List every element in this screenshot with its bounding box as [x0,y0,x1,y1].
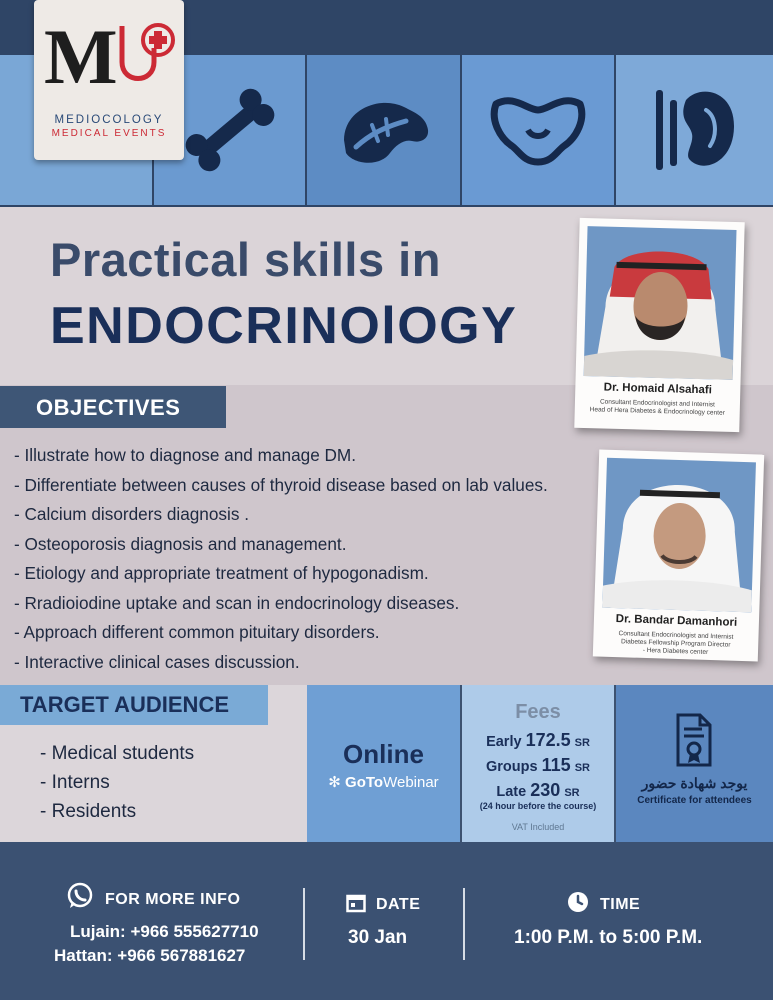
speaker-title-line: Consultant Endocrinologist and Internist [618,630,734,641]
whatsapp-icon [66,882,94,910]
footer-divider [303,888,305,960]
brand-name: MEDIOCOLOGY [54,114,164,126]
calendar-icon [346,893,366,913]
brand-logo [34,0,184,160]
objective-item: - Interactive clinical cases discussion. [14,651,300,672]
logo-mark: M [44,13,114,100]
fees-heading: Fees [515,701,561,723]
objectives-heading [0,386,226,428]
fee-amount: 115 [541,755,571,775]
date-heading: DATE [376,896,421,913]
speaker-photo [602,458,756,613]
fee-row [462,730,614,751]
certificate-box [616,685,773,842]
speaker-title-line: - Hera Diabetes center [642,646,709,656]
speaker-card-2 [593,449,764,661]
pelvis-icon [488,90,588,170]
fee-amount: 172.5 [525,730,571,750]
objective-item: - Osteoporosis diagnosis and management. [14,533,347,554]
objectives-list [14,442,548,678]
snowflake-icon: ✻ [328,774,341,791]
objective-item: - Rradioiodine uptake and scan in endocrinology diseases. [14,592,460,613]
contact-lujain[interactable]: Lujain: +966 555627710 [70,922,259,941]
fee-label: Groups [486,759,538,775]
speaker-title [599,630,753,659]
fees-box [462,685,614,842]
audience-item: - Medical students [40,743,195,764]
tile-pelvis [462,55,614,205]
audience-item: - Residents [40,801,137,822]
objective-item: - Differentiate between causes of thyroid disease based on lab values. [14,474,548,495]
tile-pancreas [307,55,460,205]
fee-label: Late [496,784,527,800]
stethoscope-icon [114,22,176,102]
certificate-arabic: يوجد شهادة حضور [641,775,748,791]
kidney-icon [650,80,740,180]
time-value: 1:00 P.M. to 5:00 P.M. [514,927,703,948]
speaker-card-1 [574,218,744,432]
fee-currency: SR [574,737,590,749]
title-line-2: ENDOCRINOlOGY [50,297,518,355]
fee-currency: SR [574,762,590,774]
objective-item: - Approach different common pituitary disorders. [14,622,380,642]
objective-item: - Calcium disorders diagnosis . [14,504,249,524]
audience-heading-text: TARGET AUDIENCE [20,692,229,717]
vat-note: VAT Included [511,822,565,832]
online-box [307,685,460,842]
contact-hattan[interactable]: Hattan: +966 567881627 [54,946,246,965]
fee-row [462,755,614,776]
speaker-title-line: Diabetes Fellowship Program Director [620,638,731,649]
speaker-title-line: Head of Hera Diabetes & Endocrinology center [589,406,725,417]
platform-bold: GoTo [345,774,384,791]
speaker-portrait-icon [584,226,737,380]
info-heading: FOR MORE INFO [105,891,241,908]
platform-label [307,773,460,791]
certificate-english: Certificate for attendees [637,795,752,806]
speaker-title-line: Consultant Endocrinologist and Internist [599,398,715,409]
fee-currency: SR [564,787,580,799]
speaker-portrait-icon [602,458,756,613]
time-heading: TIME [600,896,641,913]
clock-icon [567,891,589,913]
audience-item: - Interns [40,772,110,793]
speaker-photo [584,226,737,380]
objectives-heading-text: OBJECTIVES [36,395,181,420]
fee-amount: 230 [530,780,561,800]
platform-rest: Webinar [383,774,439,791]
fee-row [462,780,614,801]
objective-item: - Etiology and appropriate treatment of hypogonadism. [14,563,429,583]
objective-item: - Illustrate how to diagnose and manage DM. [14,445,357,465]
certificate-icon [676,713,712,767]
audience-heading [0,685,268,725]
fee-note: (24 hour before the course) [479,801,597,811]
online-label: Online [343,739,424,769]
speaker-name: Dr. Bandar Damanhori [615,613,738,629]
footer-divider [463,888,465,960]
audience-list [40,740,194,827]
brand-tagline: MEDICAL EVENTS [51,128,167,139]
footer [0,842,773,1000]
speaker-title [581,398,734,418]
fee-label: Early [486,734,522,750]
pancreas-icon [334,85,434,175]
date-value: 30 Jan [348,927,408,948]
bone-icon [175,75,285,185]
title-line-1: Practical skills in [50,233,441,286]
tile-kidney [616,55,773,205]
speaker-name: Dr. Homaid Alsahafi [603,381,713,397]
